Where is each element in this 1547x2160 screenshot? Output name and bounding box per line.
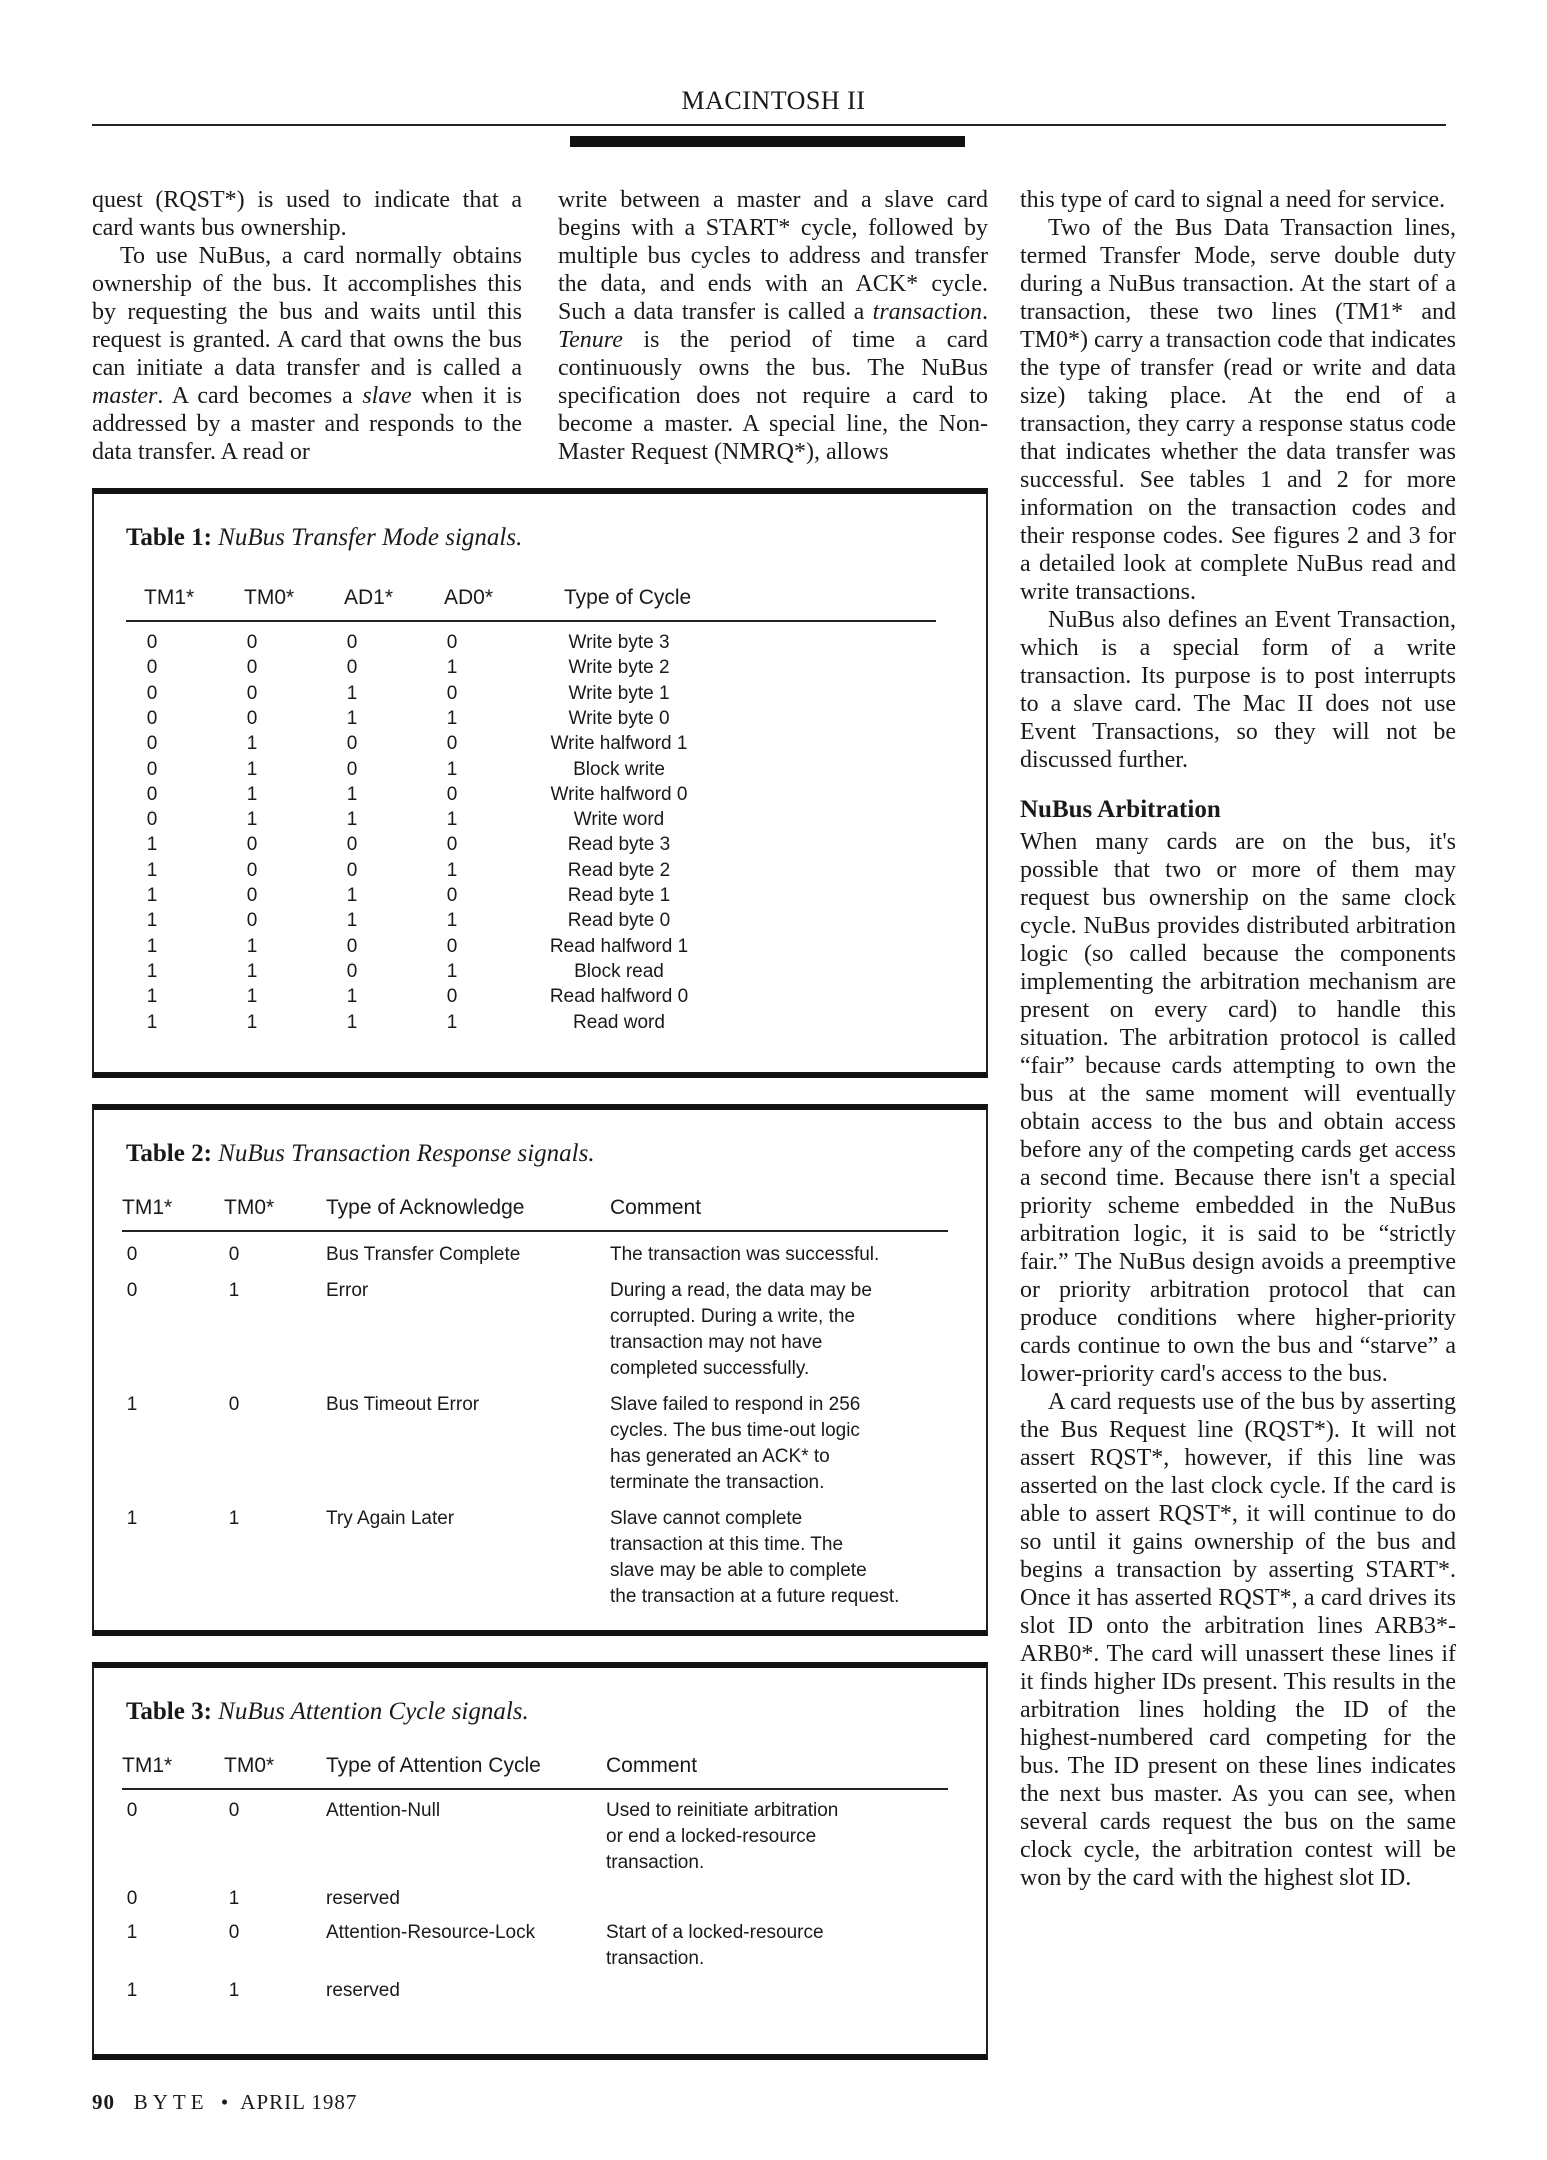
table-1-header-rule <box>126 620 936 622</box>
table-2-type-cell: Bus Transfer Complete <box>326 1244 521 1265</box>
table-2-comment-line: Slave cannot complete <box>610 1508 803 1529</box>
table-2-tm1-cell: 0 <box>126 1244 138 1265</box>
magazine-name: BYTE <box>133 2090 209 2114</box>
table-2-comment-line: terminate the transaction. <box>610 1472 825 1493</box>
table-1-tm1-cell: 0 <box>146 758 158 780</box>
table-1-tm1-cell: 0 <box>146 809 158 831</box>
table-3-comment-line: or end a locked-resource <box>606 1826 817 1847</box>
table-1-header-tm0: TM0* <box>244 586 295 609</box>
table-3-caption: Table 3: NuBus Attention Cycle signals. <box>126 1698 529 1725</box>
table-1-tm1-cell: 1 <box>146 960 158 982</box>
table-1-tm1-cell: 0 <box>146 682 158 704</box>
table-1-tm1-cell: 1 <box>146 885 158 906</box>
table-3-header-rule <box>122 1788 948 1790</box>
table-1-tm0-cell: 0 <box>246 834 258 856</box>
col3-paragraph-4: When many cards are on the bus, it's possible that two or more of them may request bus ownership on the same clock cycle. NuBus provides distributed arbitration logic (so called because the components implementing the arbitration mechanism are present on every card) to handle this situation. The arbitration protocol is called “fair” because cards attempting to own the bus at the same moment will eventually obtain access to the bus and obtain access before any of the competing cards get access a second time. Because there isn't a special priority scheme embedded in the NuBus arbitration logic, it is said to be “strictly fair.” The NuBus design avoids a preemptive or priority arbitration protocol that can produce conditions where higher-priority cards continue to own the bus and “starve” a lower-priority card's access to the bus. <box>1020 829 1456 1387</box>
table-1-ad1-cell: 0 <box>346 733 358 755</box>
table-2-comment-line: transaction at this time. The <box>610 1534 844 1555</box>
table-1-ad0-cell: 0 <box>446 935 458 957</box>
column-2 <box>558 186 988 466</box>
table-1-tm1-cell: 0 <box>146 783 158 805</box>
table-1-ad1-cell: 1 <box>346 809 358 831</box>
table-3-header-tm0: TM0* <box>224 1754 275 1777</box>
table-1-ad0-cell: 1 <box>446 809 458 831</box>
table-1-tm0-cell: 0 <box>246 657 258 679</box>
table-1-tm1-cell: 1 <box>146 1011 158 1033</box>
table-1-tm0-cell: 1 <box>246 935 258 957</box>
table-1-tm0-cell: 0 <box>246 859 258 881</box>
table-2-comment-line: transaction may not have <box>610 1332 823 1353</box>
table-2-comment-line: cycles. The bus time-out logic <box>610 1420 860 1441</box>
table-1-cycle-type-cell: Write halfword 1 <box>550 733 688 755</box>
table-2-tm0-cell: 1 <box>228 1508 240 1529</box>
col3-paragraph-5: A card requests use of the bus by asserting the Bus Request line (RQST*). It will not assert RQST*, however, if this line was asserted on the last clock cycle. If the card is able to assert RQST*, it will continue to do so until it gains ownership of the bus and begins a transaction by asserting START*. Once it has asserted RQST*, a card drives its slot ID onto the arbitration lines ARB3*-ARB0*. The card will unassert these lines if it finds higher IDs present. This results in the arbitration lines holding the ID of the highest-numbered card competing for the bus. The ID present on these lines indicates the next bus master. As you can see, when several cards request the bus on the same clock cycle, the arbitration contest will be won by the card with the highest slot ID. <box>1020 1389 1456 1891</box>
table-1-cycle-type-cell: Read halfword 1 <box>549 935 689 957</box>
col2-paragraph-1: write between a master and a slave card begins with a START* cycle, followed by multiple bus cycles to address and transfer the data, and ends with an ACK* cycle. Such a data transfer is called a transaction. Tenure is the period of time a card continuously owns the bus. The NuBus specification does not require a card to become a master. A special line, the Non-Master Request (NMRQ*), allows <box>558 187 988 465</box>
table-1-ad0-cell: 0 <box>446 834 458 856</box>
table-1-ad1-cell: 0 <box>346 758 358 780</box>
table-2-comment-line: During a read, the data may be <box>610 1280 872 1301</box>
table-1-ad0-cell: 1 <box>446 910 458 932</box>
table-1-tm1-cell: 1 <box>146 935 158 957</box>
table-1-ad1-cell: 0 <box>346 859 358 881</box>
table-1-cycle-type-cell: Write word <box>573 809 665 831</box>
table-1-tm0-cell: 1 <box>246 783 258 805</box>
table-1-header-ad0: AD0* <box>444 586 494 609</box>
table-1-tm0-cell: 1 <box>246 733 258 755</box>
table-2-type-cell: Bus Timeout Error <box>326 1394 480 1415</box>
table-1-tm1-cell: 0 <box>146 632 158 653</box>
table-3-tm0-cell: 0 <box>228 1922 240 1943</box>
table-3-type-cell: reserved <box>326 1980 400 2001</box>
table-1-cycle-type-cell: Write byte 0 <box>568 707 670 729</box>
table-2-header-type: Type of Acknowledge <box>326 1196 525 1219</box>
table-1-header-ad1: AD1* <box>344 586 394 609</box>
table-1-ad1-cell: 1 <box>346 682 358 704</box>
table-1-ad0-cell: 1 <box>446 960 458 982</box>
table-1-ad1-cell: 0 <box>346 960 358 982</box>
table-1 <box>92 488 988 1078</box>
table-1-tm0-cell: 0 <box>246 910 258 932</box>
table-2-tm0-cell: 0 <box>228 1244 240 1265</box>
table-1-ad1-cell: 0 <box>346 657 358 679</box>
table-1-cycle-type-cell: Read byte 1 <box>567 885 671 906</box>
table-2-header-tm0: TM0* <box>224 1196 275 1219</box>
table-1-tm0-cell: 1 <box>246 1011 258 1033</box>
table-1-ad1-cell: 0 <box>346 632 358 653</box>
table-1-header-tm1: TM1* <box>144 586 195 609</box>
table-2-header-tm1: TM1* <box>122 1196 173 1219</box>
table-1-cycle-type-cell: Block read <box>574 960 664 982</box>
table-2-comment-line: corrupted. During a write, the <box>610 1306 856 1327</box>
issue-date: APRIL 1987 <box>240 2090 358 2114</box>
table-1-cycle-type-cell: Write byte 3 <box>568 632 670 653</box>
table-1-tm0-cell: 0 <box>246 885 258 906</box>
header-rule <box>92 124 1446 126</box>
table-2-header-comment: Comment <box>610 1196 702 1219</box>
table-1-ad1-cell: 0 <box>346 935 358 957</box>
table-1-ad1-cell: 1 <box>346 885 358 906</box>
table-1-tm1-cell: 1 <box>146 986 158 1008</box>
table-1-ad1-cell: 1 <box>346 1011 358 1033</box>
table-3-header-comment: Comment <box>606 1754 698 1777</box>
header-bar <box>570 136 965 147</box>
table-1-ad0-cell: 1 <box>446 1011 458 1033</box>
table-2-comment-line: the transaction at a future request. <box>610 1586 900 1607</box>
column-1 <box>92 186 522 466</box>
table-3-type-cell: reserved <box>326 1888 400 1909</box>
table-2-comment-line: completed successfully. <box>610 1358 810 1379</box>
page-footer <box>92 2090 363 2115</box>
table-1-cycle-type-cell: Write byte 2 <box>568 657 670 679</box>
table-2-comment-line: has generated an ACK* to <box>610 1446 830 1467</box>
table-3-tm1-cell: 1 <box>126 1980 138 2001</box>
table-2 <box>92 1104 988 1636</box>
table-3-comment-line: transaction. <box>606 1852 705 1873</box>
table-3-tm1-cell: 0 <box>126 1800 138 1821</box>
section-heading: NuBus Arbitration <box>1020 796 1221 823</box>
table-1-header-type: Type of Cycle <box>564 586 692 609</box>
table-1-cycle-type-cell: Block write <box>573 758 665 780</box>
table-3-tm1-cell: 0 <box>126 1888 138 1909</box>
table-2-type-cell: Try Again Later <box>326 1508 455 1529</box>
table-3-header-tm1: TM1* <box>122 1754 173 1777</box>
table-1-caption: Table 1: NuBus Transfer Mode signals. <box>126 524 523 551</box>
table-1-tm1-cell: 0 <box>146 733 158 755</box>
table-3-type-cell: Attention-Null <box>326 1800 441 1821</box>
col1-paragraph-2: To use NuBus, a card normally obtains ownership of the bus. It accomplishes this by requesting the bus and waits until this request is granted. A card that owns the bus can initiate a data transfer and is called a master. A card becomes a slave when it is addressed by a master and responds to the data transfer. A read or <box>92 243 522 465</box>
table-1-tm1-cell: 0 <box>146 657 158 679</box>
table-3-header-type: Type of Attention Cycle <box>326 1754 541 1777</box>
table-3-tm0-cell: 1 <box>228 1888 240 1909</box>
table-1-ad0-cell: 0 <box>446 986 458 1008</box>
table-1-tm0-cell: 0 <box>246 682 258 704</box>
table-3-tm0-cell: 1 <box>228 1980 240 2001</box>
table-2-type-cell: Error <box>326 1280 369 1301</box>
col3-paragraph-1: this type of card to signal a need for service. <box>1020 187 1446 213</box>
col3-paragraph-3: NuBus also defines an Event Transaction, which is a special form of a write transaction. Its purpose is to post interrupts to a slave card. The Mac II does not use Event Transactions, so they will not be discussed further. <box>1020 607 1456 773</box>
col3-paragraph-2: Two of the Bus Data Transaction lines, termed Transfer Mode, serve double duty during a NuBus transaction. At the start of a transaction, these two lines (TM1* and TM0*) carry a transaction code that indicates the type of transfer (read or write and data size) taking place. At the end of a transaction, they carry a response status code that indicates whether the data transfer was successful. See tables 1 and 2 for more information on the transaction codes and their response codes. See figures 2 and 3 for a detailed look at complete NuBus read and write transactions. <box>1020 215 1456 605</box>
table-1-tm0-cell: 1 <box>246 960 258 982</box>
table-1-tm1-cell: 1 <box>146 910 158 932</box>
table-2-caption: Table 2: NuBus Transaction Response signals. <box>126 1140 595 1167</box>
table-2-tm1-cell: 1 <box>126 1508 138 1529</box>
table-1-ad1-cell: 1 <box>346 707 358 729</box>
table-1-ad0-cell: 0 <box>446 682 458 704</box>
table-2-comment-line: Slave failed to respond in 256 <box>610 1394 861 1415</box>
table-1-ad0-cell: 0 <box>446 885 458 906</box>
table-1-cycle-type-cell: Write byte 1 <box>568 682 670 704</box>
table-1-ad0-cell: 1 <box>446 657 458 679</box>
table-1-tm0-cell: 1 <box>246 986 258 1008</box>
table-1-tm0-cell: 0 <box>246 632 258 653</box>
table-2-tm1-cell: 1 <box>126 1394 138 1415</box>
table-1-ad0-cell: 0 <box>446 632 458 653</box>
table-1-cycle-type-cell: Write halfword 0 <box>550 783 688 805</box>
table-2-header-rule <box>122 1230 948 1232</box>
footer-separator: • <box>220 2090 230 2114</box>
table-3-type-cell: Attention-Resource-Lock <box>326 1922 536 1943</box>
col1-paragraph-1: quest (RQST*) is used to indicate that a card wants bus ownership. <box>92 187 522 241</box>
table-1-tm1-cell: 1 <box>146 859 158 881</box>
table-1-ad0-cell: 0 <box>446 783 458 805</box>
table-1-tm1-cell: 1 <box>146 834 158 856</box>
table-2-tm0-cell: 1 <box>228 1280 240 1301</box>
table-1-cycle-type-cell: Read byte 2 <box>567 859 671 881</box>
table-1-cycle-type-cell: Read byte 0 <box>567 910 671 932</box>
running-header: MACINTOSH II <box>681 86 866 115</box>
table-1-tm0-cell: 0 <box>246 707 258 729</box>
table-1-tm0-cell: 1 <box>246 758 258 780</box>
table-1-ad0-cell: 1 <box>446 707 458 729</box>
table-1-cycle-type-cell: Read byte 3 <box>567 834 671 856</box>
table-2-comment-line: The transaction was successful. <box>610 1244 880 1265</box>
table-3-comment-line: Used to reinitiate arbitration <box>606 1800 839 1821</box>
table-3 <box>92 1662 988 2060</box>
table-1-ad0-cell: 1 <box>446 758 458 780</box>
column-3 <box>1020 186 1456 1892</box>
table-2-tm0-cell: 0 <box>228 1394 240 1415</box>
table-3-comment-line: transaction. <box>606 1948 705 1969</box>
table-1-ad0-cell: 0 <box>446 733 458 755</box>
table-1-tm1-cell: 0 <box>146 707 158 729</box>
table-1-ad1-cell: 1 <box>346 986 358 1008</box>
table-3-tm1-cell: 1 <box>126 1922 138 1943</box>
table-1-ad1-cell: 1 <box>346 783 358 805</box>
table-1-tm0-cell: 1 <box>246 809 258 831</box>
table-1-ad1-cell: 1 <box>346 910 358 932</box>
table-1-ad0-cell: 1 <box>446 859 458 881</box>
table-2-comment-line: slave may be able to complete <box>610 1560 867 1581</box>
page-number: 90 <box>92 2090 115 2114</box>
table-1-ad1-cell: 0 <box>346 834 358 856</box>
table-2-tm1-cell: 0 <box>126 1280 138 1301</box>
table-3-tm0-cell: 0 <box>228 1800 240 1821</box>
table-1-cycle-type-cell: Read word <box>573 1011 665 1033</box>
table-1-cycle-type-cell: Read halfword 0 <box>549 986 689 1008</box>
table-3-comment-line: Start of a locked-resource <box>606 1922 824 1943</box>
